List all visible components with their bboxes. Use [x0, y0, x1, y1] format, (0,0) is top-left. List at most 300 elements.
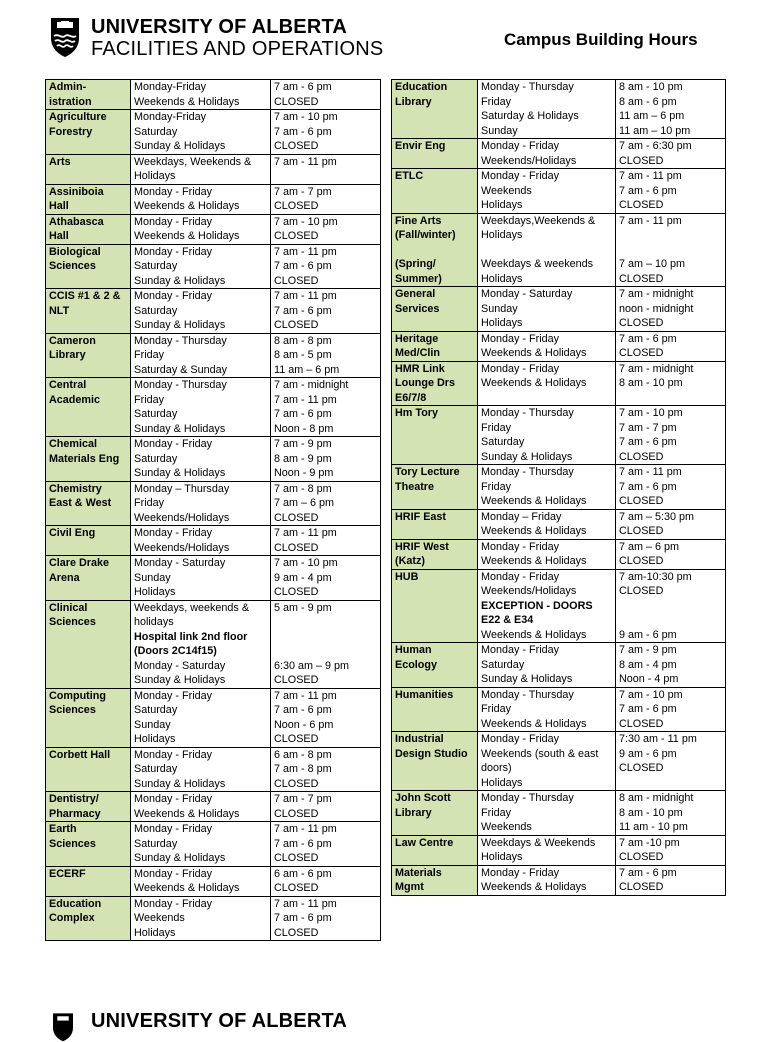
- hours-cell-line: 8 am - 5 pm: [274, 349, 332, 361]
- building-row-hrif-west-katz: [392, 539, 726, 569]
- days-cell-line: Saturday: [481, 436, 525, 448]
- days-cell-line: Sunday: [481, 124, 518, 137]
- building-name-line: Agriculture: [49, 111, 107, 123]
- building-name: [392, 569, 478, 643]
- building-name: [46, 289, 131, 334]
- days-cell-line: Monday - Thursday: [481, 792, 574, 804]
- hours-cell-line: 6 am - 8 pm: [274, 748, 332, 761]
- building-row-civil-eng: [46, 526, 381, 556]
- hours-cell: [616, 569, 726, 643]
- days-cell: [131, 866, 271, 896]
- building-row-heritage-med-clin: [392, 331, 726, 361]
- building-name-line: Design Studio: [395, 747, 468, 760]
- building-name-line: Forestry: [49, 125, 93, 138]
- building-name: [46, 481, 131, 526]
- hours-cell: [271, 289, 381, 334]
- hours-cell: [271, 822, 381, 867]
- hours-cell-line: [619, 228, 722, 243]
- days-cell: [131, 289, 271, 334]
- hours-cell-line: 8 am - 6 pm: [619, 95, 677, 108]
- building-name-line: Sciences: [49, 837, 96, 850]
- hours-cell-line: 7 am - 10 pm: [274, 111, 338, 123]
- hours-cell-line: 8 am - midnight: [619, 792, 694, 804]
- page-footer: [48, 1008, 728, 1038]
- building-row-arts: [46, 154, 381, 184]
- days-cell-line: [481, 243, 612, 258]
- hours-cell-line: 7 am - 6 pm: [274, 304, 332, 317]
- days-cell: [131, 747, 271, 792]
- hours-cell-line: CLOSED: [619, 272, 664, 285]
- building-row-central-academic: [46, 378, 381, 437]
- hours-cell-line: 7 am - 11 pm: [274, 823, 337, 835]
- building-name-line: CCIS #1 & 2 &: [49, 290, 121, 302]
- building-row-hmr-link-lounge-drs-e6-7-8: [392, 361, 726, 406]
- hours-cell-line: 7 am - 6 pm: [274, 837, 332, 850]
- days-cell-line: Friday: [134, 349, 164, 361]
- days-cell-line: Saturday: [134, 452, 178, 465]
- building-name-line: ECERF: [49, 867, 86, 880]
- building-name: [46, 526, 131, 556]
- building-name-line: Ecology: [395, 658, 437, 671]
- hours-cell-line: 7 am - 11 pm: [274, 527, 337, 539]
- hours-cell: [616, 687, 726, 732]
- building-name: [46, 556, 131, 601]
- building-name-line: Cameron: [49, 334, 96, 347]
- days-cell: [478, 213, 616, 287]
- days-cell-line: Weekends & Holidays: [134, 95, 240, 108]
- hours-cell: [271, 526, 381, 556]
- hours-cell-line: [274, 615, 377, 630]
- days-cell-line: Monday - Friday: [481, 540, 560, 553]
- building-name-line: Pharmacy: [49, 807, 101, 820]
- days-cell-line: Weekends (south & east: [481, 747, 599, 760]
- days-cell-line: Weekends/Holidays: [134, 511, 230, 524]
- hours-cell-line: 7 am - 11 pm: [619, 170, 682, 182]
- building-name-line: Arena: [49, 571, 80, 584]
- hours-cell-line: CLOSED: [619, 555, 664, 567]
- building-name-line: NLT: [49, 304, 70, 317]
- building-name: [46, 378, 131, 437]
- building-name-line: Envir Eng: [395, 140, 446, 152]
- days-cell-line: Monday - Thursday: [134, 334, 227, 347]
- building-name-line: Corbett Hall: [49, 748, 111, 761]
- days-cell-line: Holidays: [134, 170, 176, 182]
- building-row-agriculture-forestry: [46, 110, 381, 155]
- hours-cell-line: noon - midnight: [619, 302, 694, 315]
- days-cell-line: Saturday: [134, 704, 178, 716]
- footer-university-name: UNIVERSITY OF ALBERTA: [91, 1010, 348, 1032]
- building-name-line: Earth: [49, 823, 77, 835]
- days-cell-line: Monday - Friday: [134, 185, 213, 198]
- building-name-line: [395, 243, 474, 258]
- building-name-line: Biological: [49, 245, 101, 258]
- hours-cell-line: CLOSED: [619, 762, 664, 774]
- days-cell: [131, 600, 271, 688]
- building-name: [392, 465, 478, 510]
- hours-cell-line: 8 am - 8 pm: [274, 334, 332, 347]
- days-cell-line: Monday - Friday: [481, 140, 560, 152]
- hours-cell-line: 7 am - 6 pm: [274, 704, 332, 716]
- days-cell-line: Weekends & Holidays: [481, 717, 587, 730]
- hours-cell-line: 7 am-10:30 pm: [619, 570, 692, 583]
- days-cell: [478, 835, 616, 865]
- days-cell-line: Monday - Friday: [134, 215, 213, 228]
- hours-cell-line: CLOSED: [274, 586, 319, 598]
- building-name: [392, 539, 478, 569]
- days-cell: [478, 732, 616, 791]
- building-name-line: Complex: [49, 912, 95, 924]
- hours-cell: [271, 378, 381, 437]
- days-cell-line: Monday - Thursday: [134, 379, 227, 391]
- hours-cell: [616, 361, 726, 406]
- hours-cell-line: 7:30 am - 11 pm: [619, 733, 697, 745]
- days-cell-line: Weekends & Holidays: [481, 347, 587, 359]
- building-row-dentistry-pharmacy: [46, 792, 381, 822]
- days-cell: [131, 556, 271, 601]
- building-row-ecerf: [46, 866, 381, 896]
- building-row-general-services: [392, 287, 726, 332]
- building-name-line: John Scott: [395, 792, 451, 804]
- days-cell-line: Monday – Thursday: [134, 482, 230, 495]
- hours-cell: [271, 896, 381, 941]
- hours-cell-line: 8 am - 4 pm: [619, 658, 677, 671]
- days-cell-line: Monday - Friday: [134, 245, 213, 258]
- building-row-hrif-east: [392, 509, 726, 539]
- hours-cell: [616, 139, 726, 169]
- days-cell-line: Monday - Thursday: [481, 688, 574, 701]
- days-cell-line: Sunday: [481, 302, 518, 315]
- hours-cell-line: [619, 243, 722, 258]
- days-cell-line: Sunday & Holidays: [481, 673, 573, 685]
- days-cell-line: Holidays: [481, 851, 523, 863]
- days-cell-line: Holidays: [481, 272, 523, 285]
- building-name: [392, 643, 478, 688]
- hours-cell-line: CLOSED: [274, 852, 319, 864]
- building-name-line: Assiniboia: [49, 185, 104, 198]
- hours-cell-line: 7 am – 6 pm: [619, 540, 680, 553]
- hours-cell: [271, 184, 381, 214]
- building-name-line: (Katz): [395, 555, 425, 567]
- hours-cell-line: 7 am - 11 pm: [274, 689, 337, 702]
- days-cell: [131, 184, 271, 214]
- building-row-clinical-sciences: [46, 600, 381, 688]
- days-cell-line: Weekends/Holidays: [134, 541, 230, 554]
- days-cell-line: Weekends & Holidays: [134, 200, 240, 212]
- days-cell-line: Holidays: [134, 733, 176, 745]
- building-name-line: Academic: [49, 393, 101, 406]
- department-name: FACILITIES AND OPERATIONS: [91, 38, 384, 60]
- hours-cell-line: 7 am - 7 pm: [274, 185, 332, 198]
- hours-cell-line: 7 am - 11 pm: [274, 897, 337, 910]
- building-name-line: Human: [395, 644, 432, 656]
- hours-cell: [616, 213, 726, 287]
- hours-cell-line: 7 am - 6 pm: [619, 866, 677, 879]
- building-name: [46, 154, 131, 184]
- hours-cell: [616, 643, 726, 688]
- hours-cell-line: 7 am - midnight: [274, 379, 349, 391]
- days-cell: [131, 792, 271, 822]
- days-cell-line: Monday-Friday: [134, 111, 207, 123]
- hours-cell-line: [619, 613, 722, 628]
- days-cell-line: Sunday & Holidays: [134, 140, 226, 152]
- hours-cell: [616, 331, 726, 361]
- hours-cell: [271, 110, 381, 155]
- days-cell: [478, 687, 616, 732]
- building-name-line: Clare Drake: [49, 557, 110, 569]
- building-name-line: E6/7/8: [395, 391, 427, 404]
- days-cell-line: Monday - Friday: [481, 570, 560, 583]
- building-name: [392, 331, 478, 361]
- hours-cell-line: CLOSED: [619, 881, 664, 893]
- building-hours-table-right: [391, 79, 726, 896]
- hours-cell-line: Noon - 4 pm: [619, 673, 679, 685]
- building-row-humanities: [392, 687, 726, 732]
- building-row-computing-sciences: [46, 688, 381, 747]
- days-cell-line: Monday - Friday: [134, 438, 213, 450]
- days-cell: [478, 509, 616, 539]
- hours-cell-line: CLOSED: [274, 733, 319, 745]
- days-cell-line: Sunday & Holidays: [481, 450, 573, 463]
- building-name-line: Industrial: [395, 733, 444, 745]
- days-cell: [131, 688, 271, 747]
- building-name: [46, 688, 131, 747]
- days-cell: [478, 287, 616, 332]
- building-name: [46, 333, 131, 378]
- building-name-line: General: [395, 288, 436, 300]
- hours-cell: [271, 556, 381, 601]
- hours-cell-line: 7 am - 6 pm: [274, 408, 332, 420]
- hours-cell-line: 8 am - 10 pm: [619, 377, 683, 389]
- building-name-line: Education: [49, 897, 102, 910]
- days-cell: [478, 331, 616, 361]
- hours-cell-line: 7 am – 6 pm: [274, 497, 335, 509]
- hours-cell-line: CLOSED: [619, 154, 664, 167]
- hours-cell: [271, 214, 381, 244]
- building-name: [46, 244, 131, 289]
- days-cell-line: Weekends & Holidays: [481, 377, 587, 389]
- hours-cell-line: CLOSED: [274, 200, 319, 212]
- building-name: [392, 791, 478, 836]
- building-row-john-scott-library: [392, 791, 726, 836]
- building-name: [392, 213, 478, 287]
- days-cell-line: Monday - Thursday: [481, 81, 574, 93]
- days-cell-line: Weekends & Holidays: [481, 555, 587, 567]
- days-cell: [131, 110, 271, 155]
- hours-cell: [616, 835, 726, 865]
- building-name: [46, 896, 131, 941]
- page-title: Campus Building Hours: [504, 30, 698, 49]
- hours-cell: [616, 509, 726, 539]
- building-name: [392, 80, 478, 139]
- hours-cell-line: 7 am - 7 pm: [619, 421, 677, 434]
- hours-cell-line: Noon - 6 pm: [274, 718, 334, 731]
- days-cell-line: Holidays: [481, 229, 523, 241]
- building-name: [392, 169, 478, 214]
- days-cell-line: Weekdays, weekends &: [134, 601, 250, 614]
- hours-cell-line: 11 am – 6 pm: [619, 110, 685, 122]
- hours-cell-line: CLOSED: [274, 777, 319, 790]
- days-cell-line: Weekends & Holidays: [134, 807, 240, 820]
- days-cell-line: Holidays: [134, 586, 176, 598]
- building-name-line: Hall: [49, 230, 69, 242]
- days-cell: [131, 80, 271, 110]
- building-name-line: Chemistry: [49, 482, 102, 495]
- days-cell-line: Weekends: [134, 912, 185, 924]
- building-row-materials-mgmt: [392, 865, 726, 895]
- hours-cell-line: 11 am - 10 pm: [619, 821, 688, 833]
- hours-cell-line: 9 am - 6 pm: [619, 628, 677, 641]
- building-name: [46, 184, 131, 214]
- days-cell-line: Holidays: [481, 317, 523, 329]
- days-cell-line: Sunday & Holidays: [134, 852, 226, 864]
- days-cell: [131, 244, 271, 289]
- building-name-line: Heritage: [395, 332, 439, 345]
- days-cell: [478, 643, 616, 688]
- days-cell: [131, 896, 271, 941]
- days-cell-line: Saturday: [134, 408, 178, 420]
- building-row-biological-sciences: [46, 244, 381, 289]
- hours-cell-line: CLOSED: [274, 140, 319, 152]
- building-name-line: Humanities: [395, 688, 454, 701]
- hours-cell-line: 7 am - 6 pm: [619, 480, 677, 493]
- days-cell-line: Saturday: [481, 658, 525, 671]
- building-name-line: HRIF West: [395, 540, 449, 553]
- building-row-tory-lecture-theatre: [392, 465, 726, 510]
- building-name-line: Tory Lecture: [395, 466, 460, 478]
- building-row-hm-tory: [392, 406, 726, 465]
- university-crest-icon: [48, 1012, 78, 1042]
- university-crest-icon: [48, 16, 82, 58]
- hours-cell-line: 7 am – 10 pm: [619, 258, 686, 270]
- days-cell-line: Monday-Friday: [134, 81, 207, 93]
- building-row-clare-drake-arena: [46, 556, 381, 601]
- days-cell-line: Friday: [481, 480, 511, 493]
- days-cell: [131, 526, 271, 556]
- hours-cell-line: CLOSED: [274, 541, 319, 554]
- hours-cell-line: CLOSED: [274, 807, 319, 820]
- building-name-line: Theatre: [395, 480, 435, 493]
- hours-cell-line: CLOSED: [619, 317, 664, 329]
- days-cell-line: Sunday: [134, 718, 171, 731]
- building-row-admin-istration: [46, 80, 381, 110]
- building-name-line: Services: [395, 302, 440, 315]
- building-name-line: Sciences: [49, 260, 96, 272]
- hours-cell: [616, 539, 726, 569]
- days-cell-line: Weekdays & weekends: [481, 258, 594, 270]
- building-name-line: Central: [49, 379, 87, 391]
- days-cell-line: Monday - Friday: [481, 733, 560, 745]
- hours-cell-line: 7 am - 11 pm: [619, 466, 682, 478]
- building-name-line: (Spring/: [395, 258, 436, 270]
- hours-cell-line: CLOSED: [619, 450, 664, 463]
- building-name-line: Fine Arts: [395, 214, 442, 227]
- hours-cell-line: 7 am - 6 pm: [619, 436, 677, 448]
- building-name-line: HRIF East: [395, 510, 446, 523]
- hours-cell-line: CLOSED: [274, 882, 319, 894]
- hours-cell: [271, 792, 381, 822]
- days-cell: [131, 333, 271, 378]
- hours-cell-line: 11 am – 6 pm: [274, 363, 340, 376]
- building-name-line: Library: [49, 349, 86, 361]
- building-name-line: Library: [395, 95, 432, 108]
- building-name: [392, 865, 478, 895]
- days-cell-line: Monday – Friday: [481, 510, 562, 523]
- building-row-athabasca-hall: [46, 214, 381, 244]
- hours-cell: [271, 481, 381, 526]
- building-row-envir-eng: [392, 139, 726, 169]
- building-row-ccis-1-2-nlt: [46, 289, 381, 334]
- hours-cell-line: CLOSED: [274, 319, 319, 331]
- hours-cell: [616, 732, 726, 791]
- days-cell-line: Monday - Friday: [134, 527, 213, 539]
- days-cell: [478, 169, 616, 214]
- building-name-line: ETLC: [395, 170, 424, 182]
- building-row-corbett-hall: [46, 747, 381, 792]
- hours-cell-line: 7 am - 11 pm: [274, 393, 337, 406]
- building-name-line: Civil Eng: [49, 527, 96, 539]
- building-name-line: Materials Eng: [49, 452, 120, 465]
- building-name-line: Hall: [49, 200, 69, 212]
- days-cell-line: Monday - Friday: [481, 644, 560, 656]
- days-cell: [478, 465, 616, 510]
- hours-cell-line: 7 am - 6:30 pm: [619, 140, 692, 152]
- days-cell: [478, 361, 616, 406]
- days-cell-line: Weekends & Holidays: [481, 495, 587, 507]
- building-name-line: Clinical: [49, 601, 88, 614]
- days-cell-line: Monday - Friday: [134, 867, 213, 880]
- hours-cell-line: 7 am - 6 pm: [274, 260, 332, 272]
- days-cell: [131, 822, 271, 867]
- building-name-line: East & West: [49, 497, 112, 509]
- days-cell-line: holidays: [134, 616, 174, 628]
- hours-cell-line: CLOSED: [274, 926, 319, 939]
- building-name: [392, 361, 478, 406]
- building-name-line: Law Centre: [395, 836, 454, 849]
- hours-cell-line: 7 am - 10 pm: [274, 557, 338, 569]
- building-row-chemical-materials-eng: [46, 437, 381, 482]
- days-cell-line: EXCEPTION - DOORS: [481, 599, 593, 612]
- building-row-cameron-library: [46, 333, 381, 378]
- days-cell-line: Weekends & Holidays: [481, 881, 587, 893]
- hours-cell-line: 7 am - midnight: [619, 288, 694, 300]
- university-name: UNIVERSITY OF ALBERTA: [91, 16, 348, 38]
- building-name-line: Mgmt: [395, 881, 424, 893]
- days-cell: [131, 378, 271, 437]
- hours-cell: [271, 437, 381, 482]
- hours-cell: [271, 244, 381, 289]
- days-cell-line: Monday - Saturday: [481, 288, 573, 300]
- building-name-line: Sciences: [49, 704, 96, 716]
- building-name-line: Arts: [49, 155, 71, 168]
- hours-cell-line: 7 am - 6 pm: [619, 184, 677, 197]
- days-cell-line: Saturday: [134, 125, 178, 138]
- building-name-line: Dentistry/: [49, 793, 99, 805]
- days-cell: [131, 437, 271, 482]
- hours-cell-line: 11 am – 10 pm: [619, 124, 691, 137]
- hours-cell-line: 7 am - 9 pm: [274, 438, 332, 450]
- days-cell-line: Monday - Thursday: [481, 407, 574, 419]
- days-cell-line: Weekends & Holidays: [481, 628, 587, 641]
- hours-cell-line: CLOSED: [619, 525, 664, 537]
- hours-cell-line: 7 am – 5:30 pm: [619, 510, 695, 523]
- days-cell: [478, 569, 616, 643]
- building-hours-table-left: [45, 79, 381, 941]
- days-cell-line: Friday: [134, 497, 164, 509]
- days-cell-line: Weekdays,Weekends &: [481, 214, 596, 227]
- days-cell-line: Monday - Saturday: [134, 659, 226, 672]
- days-cell-line: Sunday & Holidays: [134, 467, 226, 479]
- days-cell-line: Weekdays & Weekends: [481, 836, 596, 849]
